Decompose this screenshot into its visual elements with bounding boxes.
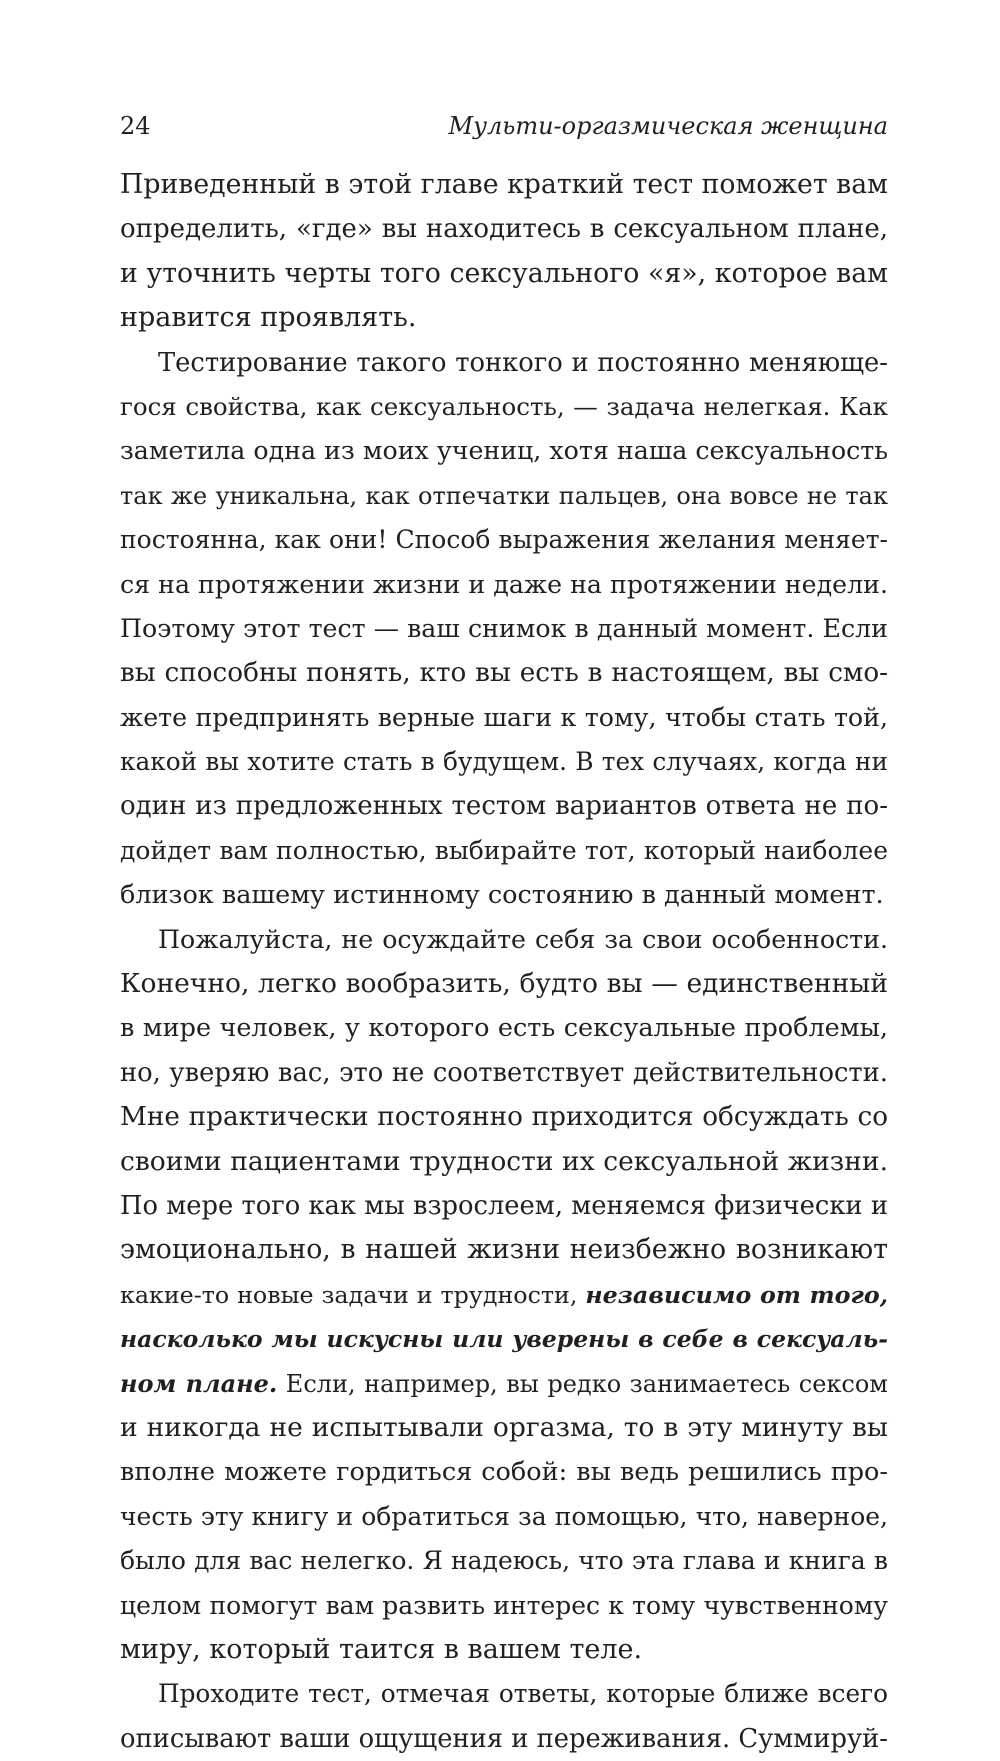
text-line: честь эту книгу и обратиться за помощью, что, наверное, bbox=[120, 1501, 888, 1531]
text-line: Мне практически постоянно приходится обсуждать со bbox=[120, 1102, 888, 1133]
text-line: По мере того как мы взрослеем, меняемся физически и bbox=[120, 1190, 888, 1221]
text-line: близок вашему истинному состоянию в данный момент. bbox=[120, 880, 884, 911]
text-line: один из предложенных тестом вариантов ответа не по- bbox=[120, 791, 888, 822]
running-head bbox=[120, 110, 888, 142]
text-line: гося свойства, как сексуальность, — задача нелегкая. Как bbox=[120, 391, 888, 421]
text-line: Приведенный в этой главе краткий тест поможет вам bbox=[120, 169, 888, 200]
text-line: описывают ваши ощущения и переживания. Суммируй- bbox=[120, 1723, 888, 1754]
text-line: вы способны понять, кто вы есть в настоящем, вы смо- bbox=[120, 658, 888, 689]
text-line: так же уникальна, как отпечатки пальцев, она вовсе не так bbox=[120, 481, 888, 510]
emphasis-line: насколько мы искусны или уверены в себе в сексуаль- bbox=[120, 1325, 888, 1354]
text-line: Конечно, легко вообразить, будто вы — единственный bbox=[120, 968, 888, 1000]
text-line: Пожалуйста, не осуждайте себя за свои особенности. bbox=[158, 924, 888, 954]
text-line: ся на протяжении жизни и даже на протяжении недели. bbox=[120, 569, 888, 599]
page-number: 24 bbox=[120, 112, 151, 140]
body-text bbox=[120, 163, 888, 1761]
emphasis-text: независимо от того, bbox=[585, 1280, 888, 1309]
text-line: и никогда не испытывали оргазма, то в эту минуту вы bbox=[120, 1411, 888, 1443]
text-line: и уточнить черты того сексуального «я», которое вам bbox=[120, 257, 888, 289]
text-line: дойдет вам полностью, выбирайте тот, который наиболее bbox=[120, 835, 888, 865]
text-line: миру, который таится в вашем теле. bbox=[120, 1633, 643, 1665]
emphasis-text: ном плане. bbox=[120, 1368, 278, 1398]
text-fragment: какие-то новые задачи и трудности, bbox=[120, 1280, 578, 1309]
text-fragment: Если, например, вы редко занимаетесь сексом bbox=[285, 1369, 888, 1398]
text-line: нравится проявлять. bbox=[120, 302, 417, 334]
running-title: Мульти-оргазмическая женщина bbox=[448, 112, 888, 140]
text-line: было для вас нелегко. Я надеюсь, что эта глава и книга в bbox=[120, 1546, 888, 1576]
text-line: Проходите тест, отмечая ответы, которые ближе всего bbox=[158, 1679, 888, 1709]
text-line: заметила одна из моих учениц, хотя наша сексуальность bbox=[120, 436, 888, 466]
text-line: жете предпринять верные шаги к тому, чтобы стать той, bbox=[120, 702, 888, 732]
text-line-mixed bbox=[120, 1362, 888, 1406]
text-line: своими пациентами трудности их сексуальной жизни. bbox=[120, 1145, 888, 1177]
text-line: вполне можете гордиться собой: вы ведь решились про- bbox=[120, 1457, 888, 1488]
text-line: Тестирование такого тонкого и постоянно меняюще- bbox=[158, 347, 888, 378]
text-line: Поэтому этот тест — ваш снимок в данный момент. Если bbox=[120, 613, 888, 643]
text-line: определить, «где» вы находитесь в сексуальном плане, bbox=[120, 214, 888, 245]
text-line: но, уверяю вас, это не соответствует действительности. bbox=[120, 1057, 888, 1088]
text-line: эмоционально, в нашей жизни неизбежно возникают bbox=[120, 1234, 888, 1266]
text-line: какой вы хотите стать в будущем. В тех случаях, когда ни bbox=[120, 747, 888, 777]
text-line: постоянна, как они! Способ выражения желания меняет- bbox=[120, 525, 888, 555]
text-line: в мире человек, у которого есть сексуальные проблемы, bbox=[120, 1013, 888, 1044]
text-line: целом помогут вам развить интерес к тому чувственному bbox=[120, 1590, 888, 1620]
text-line-mixed bbox=[120, 1273, 888, 1317]
